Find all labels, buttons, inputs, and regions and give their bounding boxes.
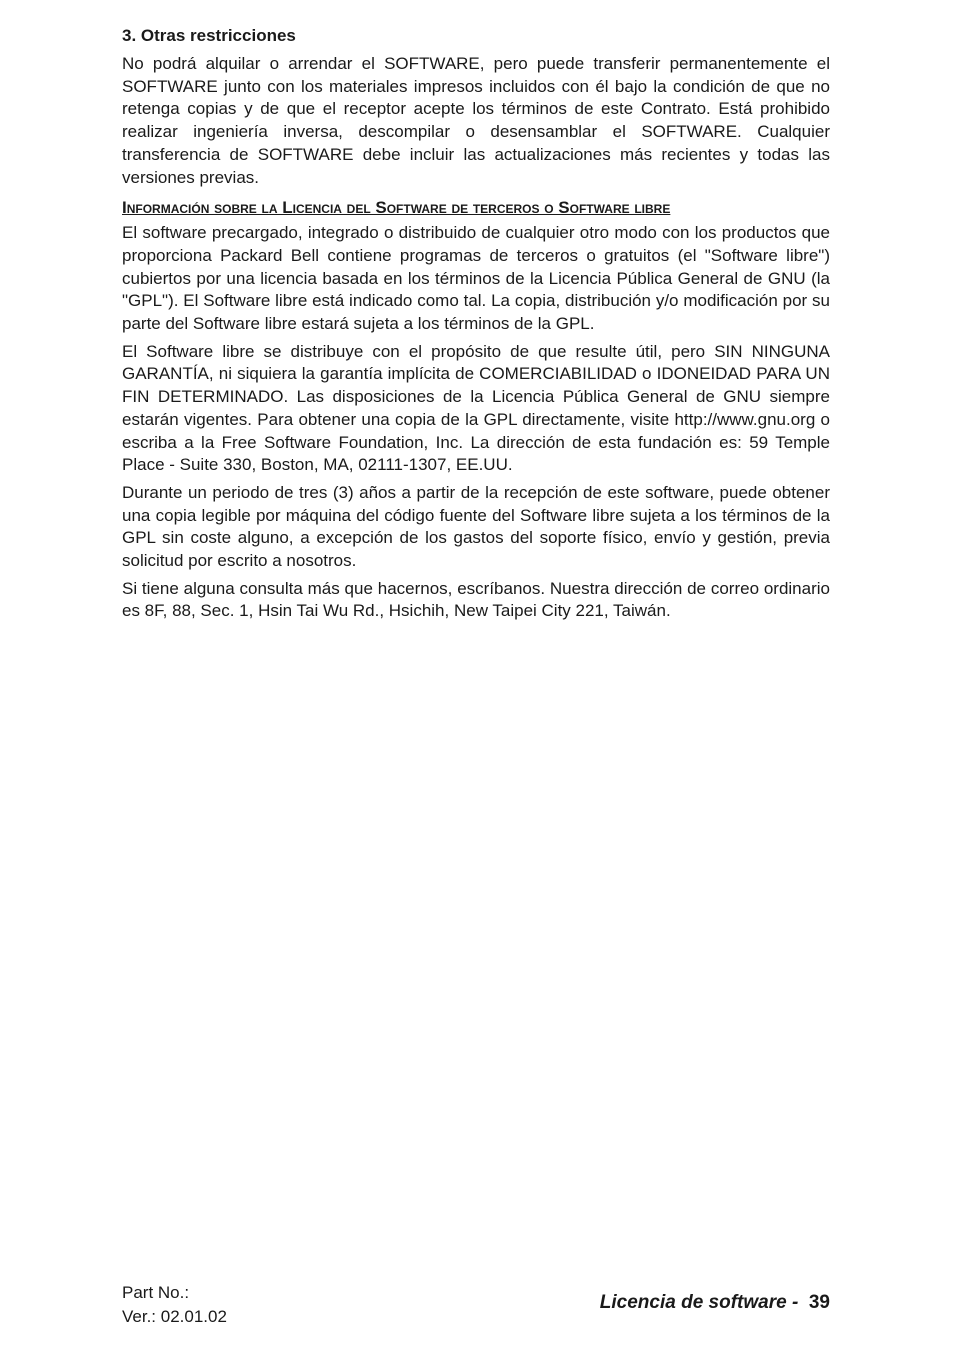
- section-paragraph: No podrá alquilar o arrendar el SOFTWARE, pero puede transferir permanentemente el SOFTWARE junto con los materiales impresos incluidos con él bajo la condición de que no retenga copias y de que el receptor acepte los términos de este Contrato. Está prohibido realizar ingeniería inversa, descompilar o desensamblar el SOFTWARE. Cualquier transferencia de SOFTWARE debe incluir las actualizaciones más recientes y todas las versiones previas.: [122, 54, 830, 187]
- page-number: 39: [808, 1292, 830, 1313]
- footer-part-info: [122, 1281, 227, 1329]
- license-paragraph: Durante un periodo de tres (3) años a partir de la recepción de este software, puede obtener una copia legible por máquina del código fuente del Software libre sujeta a los términos de la GPL sin coste alguno, a excepción de los gastos del soporte físico, envío y gestión, previa solicitud por escrito a nosotros.: [122, 482, 830, 571]
- footer-part-number: Part No.:: [122, 1283, 190, 1302]
- license-info-heading: Información sobre la Licencia del Software de terceros o Software libre: [122, 198, 671, 218]
- footer-title: Licencia de software: [599, 1292, 787, 1313]
- license-paragraph: El Software libre se distribuye con el propósito de que resulte útil, pero SIN NINGUNA GARANTÍA, ni siquiera la garantía implícita de COMERCIABILIDAD o IDONEIDAD PARA UN FIN DETERMINADO. Las disposiciones de la Licencia Pública General de GNU siempre estarán vigentes. Para obtener una copia de la GPL directamente, visite http://www.gnu.org o escriba a la Free Software Foundation, Inc. La dirección de esta fundación es: 59 Temple Place - Suite 330, Boston, MA, 02111-1307, EE.UU.: [122, 341, 830, 475]
- section-heading: 3. Otras restricciones: [122, 26, 296, 45]
- footer-version: Ver.: 02.01.02: [122, 1307, 227, 1326]
- license-paragraph: El software precargado, integrado o distribuido de cualquier otro modo con los productos que proporciona Packard Bell contiene programas de terceros o gratuitos (el "Software libre") cubiertos por una licencia basada en los términos de la Licencia Pública General de GNU (la "GPL"). El Software libre está indicado como tal. La copia, distribución y/o modificación por su parte del Software libre estará sujeta a los términos de la GPL.: [122, 223, 830, 334]
- footer-separator: -: [786, 1292, 804, 1313]
- document-body: [122, 24, 830, 628]
- license-paragraph: Si tiene alguna consulta más que hacernos, escríbanos. Nuestra dirección de correo ordinario es 8F, 88, Sec. 1, Hsin Tai Wu Rd., Hsichih, New Taipei City 221, Taiwán.: [122, 578, 830, 621]
- footer-page-label: [600, 1290, 830, 1316]
